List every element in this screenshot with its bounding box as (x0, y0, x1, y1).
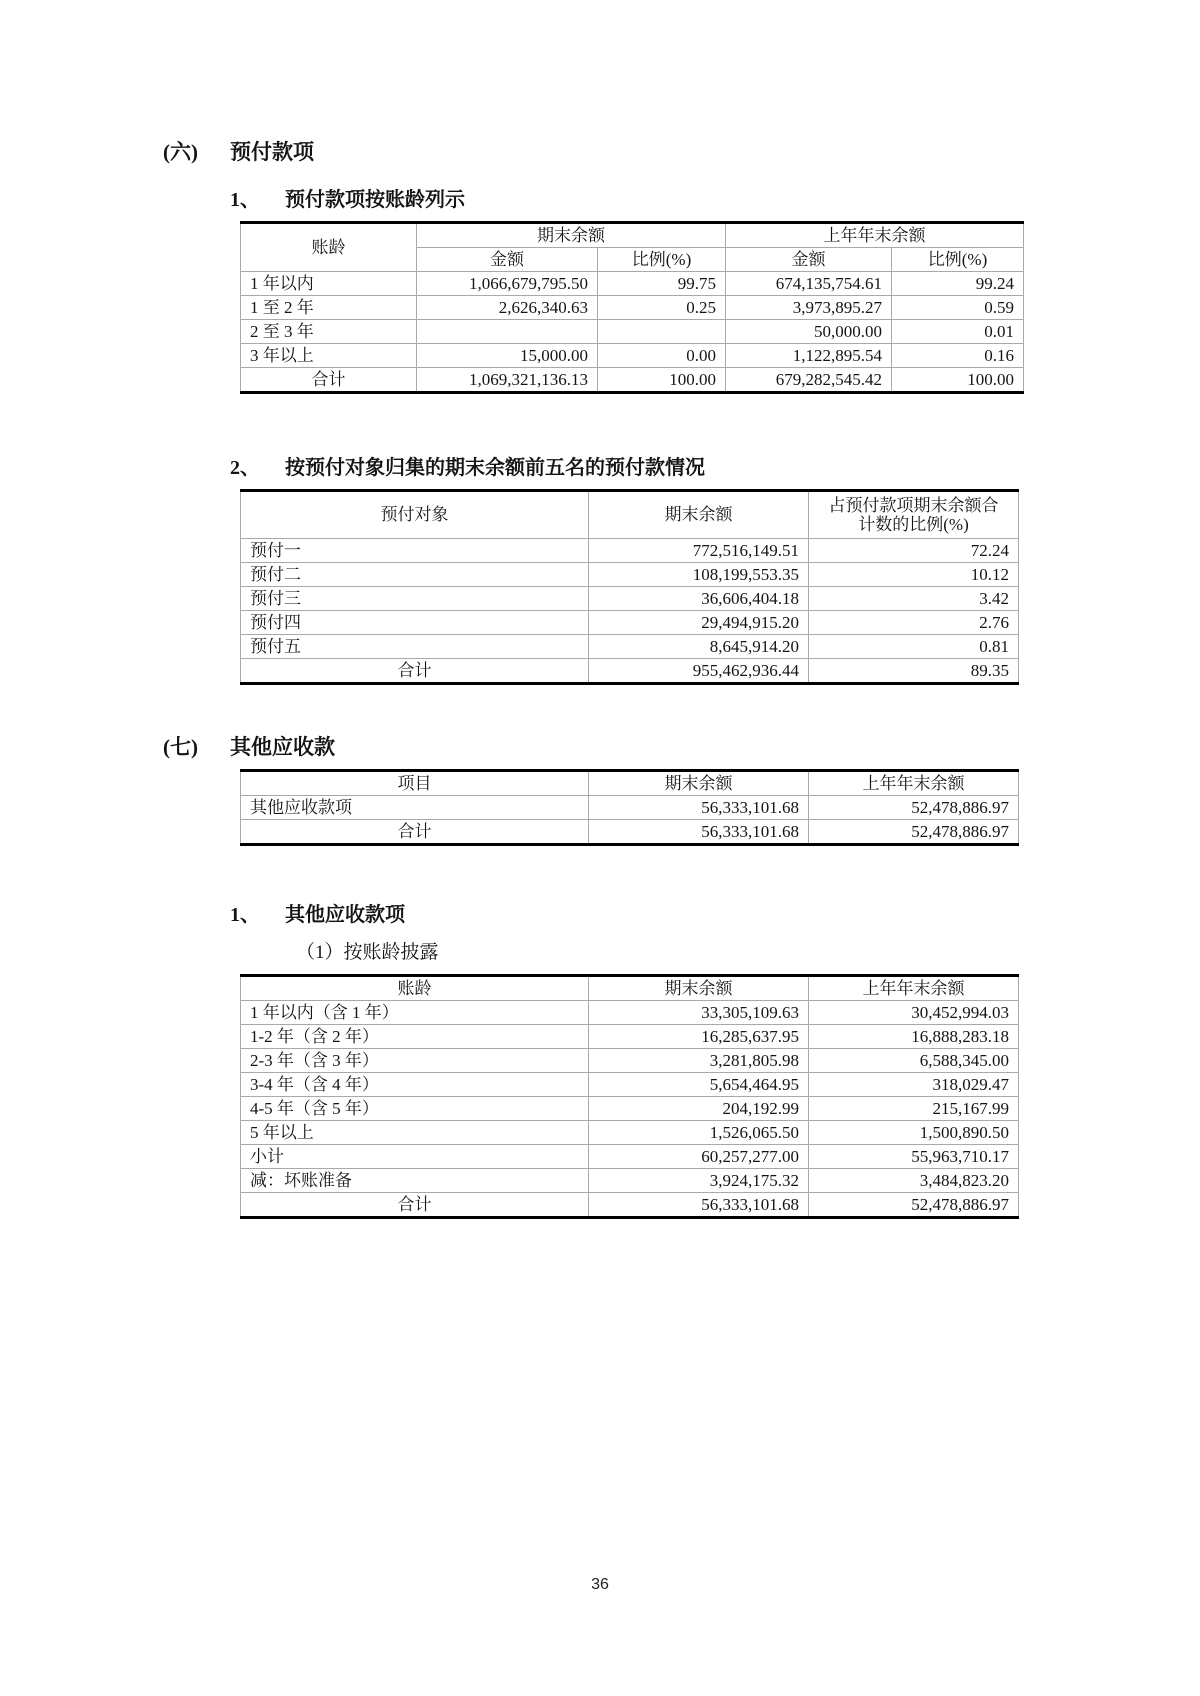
subsection-number: 2、 (230, 457, 260, 480)
ratio-cell: 0.16 (892, 344, 1024, 368)
table-row (241, 1073, 1019, 1097)
header-ratio: 比例(%) (598, 248, 726, 272)
amount-cell: 56,333,101.68 (589, 820, 809, 845)
object-cell: 预付二 (241, 563, 589, 587)
header-ratio-line1: 占预付款项期末余额合 (828, 495, 999, 515)
amount-cell: 50,000.00 (726, 320, 892, 344)
amount-cell: 955,462,936.44 (589, 659, 809, 684)
section-heading-prepayments (163, 140, 1200, 165)
amount-cell: 679,282,545.42 (726, 368, 892, 393)
amount-cell: 60,257,277.00 (589, 1145, 809, 1169)
section-label: (六) (163, 140, 198, 164)
ratio-cell: 0.00 (598, 344, 726, 368)
table-header-row (241, 771, 1019, 796)
amount-cell: 16,285,637.95 (589, 1025, 809, 1049)
age-cell: 3-4 年（含 4 年） (241, 1073, 589, 1097)
object-cell: 预付三 (241, 587, 589, 611)
amount-cell: 5,654,464.95 (589, 1073, 809, 1097)
amount-cell: 1,122,895.54 (726, 344, 892, 368)
ratio-cell (598, 320, 726, 344)
top5-prepayments-table (240, 489, 1019, 685)
amount-cell: 55,963,710.17 (809, 1145, 1019, 1169)
header-item: 项目 (241, 771, 589, 796)
amount-cell: 3,924,175.32 (589, 1169, 809, 1193)
header-prior-year-balance: 上年年末余额 (809, 976, 1019, 1001)
table-row (241, 563, 1019, 587)
amount-cell: 1,069,321,136.13 (417, 368, 598, 393)
amount-cell: 3,484,823.20 (809, 1169, 1019, 1193)
table-total-row (241, 1193, 1019, 1218)
total-label-cell: 合计 (241, 659, 589, 684)
ratio-cell: 0.25 (598, 296, 726, 320)
amount-cell: 215,167.99 (809, 1097, 1019, 1121)
ratio-cell: 2.76 (809, 611, 1019, 635)
ratio-cell: 0.01 (892, 320, 1024, 344)
ratio-cell: 0.81 (809, 635, 1019, 659)
section-heading-other-receivables (163, 735, 1200, 760)
header-prepay-object: 预付对象 (241, 491, 589, 539)
table-header-row (241, 491, 1019, 539)
table-row (241, 1001, 1019, 1025)
amount-cell: 33,305,109.63 (589, 1001, 809, 1025)
age-cell: 3 年以上 (241, 344, 417, 368)
subsection-heading-top5-prepayments (230, 456, 1200, 480)
table-row (241, 320, 1024, 344)
table-row (241, 1169, 1019, 1193)
amount-cell: 56,333,101.68 (589, 1193, 809, 1218)
age-cell: 小计 (241, 1145, 589, 1169)
amount-cell: 318,029.47 (809, 1073, 1019, 1097)
table-row (241, 296, 1024, 320)
amount-cell: 52,478,886.97 (809, 796, 1019, 820)
amount-cell: 56,333,101.68 (589, 796, 809, 820)
section-title: 其他应收款 (230, 735, 335, 760)
header-ratio-line2: 计数的比例(%) (858, 515, 969, 535)
amount-cell: 36,606,404.18 (589, 587, 809, 611)
ratio-cell: 10.12 (809, 563, 1019, 587)
subsection-title: 其他应收款项 (285, 904, 405, 927)
amount-cell: 674,135,754.61 (726, 272, 892, 296)
table-total-row (241, 368, 1024, 393)
ratio-cell: 3.42 (809, 587, 1019, 611)
prepayments-aging-table (240, 221, 1024, 394)
amount-cell: 772,516,149.51 (589, 539, 809, 563)
section-label: (七) (163, 735, 198, 760)
table-header-row (241, 976, 1019, 1001)
total-label-cell: 合计 (241, 1193, 589, 1218)
object-cell: 预付一 (241, 539, 589, 563)
subsection-heading-aging-disclosure: （1）按账龄披露 (296, 942, 439, 964)
amount-cell: 16,888,283.18 (809, 1025, 1019, 1049)
header-ratio-of-total (809, 491, 1019, 539)
amount-cell: 3,281,805.98 (589, 1049, 809, 1073)
page-number: 36 (591, 1576, 609, 1593)
ratio-cell: 99.24 (892, 272, 1024, 296)
object-cell: 预付五 (241, 635, 589, 659)
table-row (241, 611, 1019, 635)
ratio-cell: 100.00 (892, 368, 1024, 393)
amount-cell: 8,645,914.20 (589, 635, 809, 659)
ratio-cell: 89.35 (809, 659, 1019, 684)
header-ending-balance: 期末余额 (589, 491, 809, 539)
section-title: 预付款项 (230, 140, 314, 164)
subsection-number: 1、 (230, 189, 260, 212)
table-row (241, 1121, 1019, 1145)
amount-cell: 15,000.00 (417, 344, 598, 368)
amount-cell: 1,500,890.50 (809, 1121, 1019, 1145)
amount-cell: 3,973,895.27 (726, 296, 892, 320)
header-age: 账龄 (241, 223, 417, 272)
header-amount: 金额 (726, 248, 892, 272)
amount-cell: 108,199,553.35 (589, 563, 809, 587)
age-cell: 2 至 3 年 (241, 320, 417, 344)
table-row (241, 1145, 1019, 1169)
header-group-prior-year-balance: 上年年末余额 (726, 223, 1024, 248)
age-cell: 1 至 2 年 (241, 296, 417, 320)
amount-cell: 30,452,994.03 (809, 1001, 1019, 1025)
subsection-title: 预付款项按账龄列示 (285, 189, 465, 212)
header-group-ending-balance: 期末余额 (417, 223, 726, 248)
table-row (241, 587, 1019, 611)
table-row (241, 344, 1024, 368)
age-cell: 1 年以内 (241, 272, 417, 296)
header-amount: 金额 (417, 248, 598, 272)
header-prior-year-balance: 上年年末余额 (809, 771, 1019, 796)
header-age: 账龄 (241, 976, 589, 1001)
table-header-row (241, 223, 1024, 248)
amount-cell: 204,192.99 (589, 1097, 809, 1121)
table-total-row (241, 820, 1019, 845)
age-cell: 1 年以内（含 1 年） (241, 1001, 589, 1025)
amount-cell: 29,494,915.20 (589, 611, 809, 635)
ratio-cell: 72.24 (809, 539, 1019, 563)
age-cell: 4-5 年（含 5 年） (241, 1097, 589, 1121)
amount-cell: 52,478,886.97 (809, 1193, 1019, 1218)
header-ending-balance: 期末余额 (589, 771, 809, 796)
object-cell: 预付四 (241, 611, 589, 635)
subsection-heading-prepayments-aging (230, 188, 1200, 212)
other-receivables-summary-table (240, 769, 1019, 846)
total-label-cell: 合计 (241, 368, 417, 393)
total-label-cell: 合计 (241, 820, 589, 845)
other-receivables-aging-table (240, 974, 1019, 1219)
item-cell: 其他应收款项 (241, 796, 589, 820)
table-row (241, 1025, 1019, 1049)
amount-cell (417, 320, 598, 344)
amount-cell: 52,478,886.97 (809, 820, 1019, 845)
table-row (241, 1097, 1019, 1121)
table-total-row (241, 659, 1019, 684)
age-cell: 5 年以上 (241, 1121, 589, 1145)
age-cell: 减：坏账准备 (241, 1169, 589, 1193)
header-ending-balance: 期末余额 (589, 976, 809, 1001)
header-ratio: 比例(%) (892, 248, 1024, 272)
subsection-number: 1、 (230, 904, 260, 927)
amount-cell: 1,066,679,795.50 (417, 272, 598, 296)
table-row (241, 272, 1024, 296)
table-row (241, 635, 1019, 659)
ratio-cell: 99.75 (598, 272, 726, 296)
subsection-title: 按预付对象归集的期末余额前五名的预付款情况 (285, 457, 705, 480)
subsection-heading-other-receivable-items (230, 903, 1200, 927)
amount-cell: 1,526,065.50 (589, 1121, 809, 1145)
ratio-cell: 100.00 (598, 368, 726, 393)
ratio-cell: 0.59 (892, 296, 1024, 320)
table-row (241, 1049, 1019, 1073)
age-cell: 1-2 年（含 2 年） (241, 1025, 589, 1049)
table-row (241, 539, 1019, 563)
age-cell: 2-3 年（含 3 年） (241, 1049, 589, 1073)
amount-cell: 6,588,345.00 (809, 1049, 1019, 1073)
amount-cell: 2,626,340.63 (417, 296, 598, 320)
table-row (241, 796, 1019, 820)
